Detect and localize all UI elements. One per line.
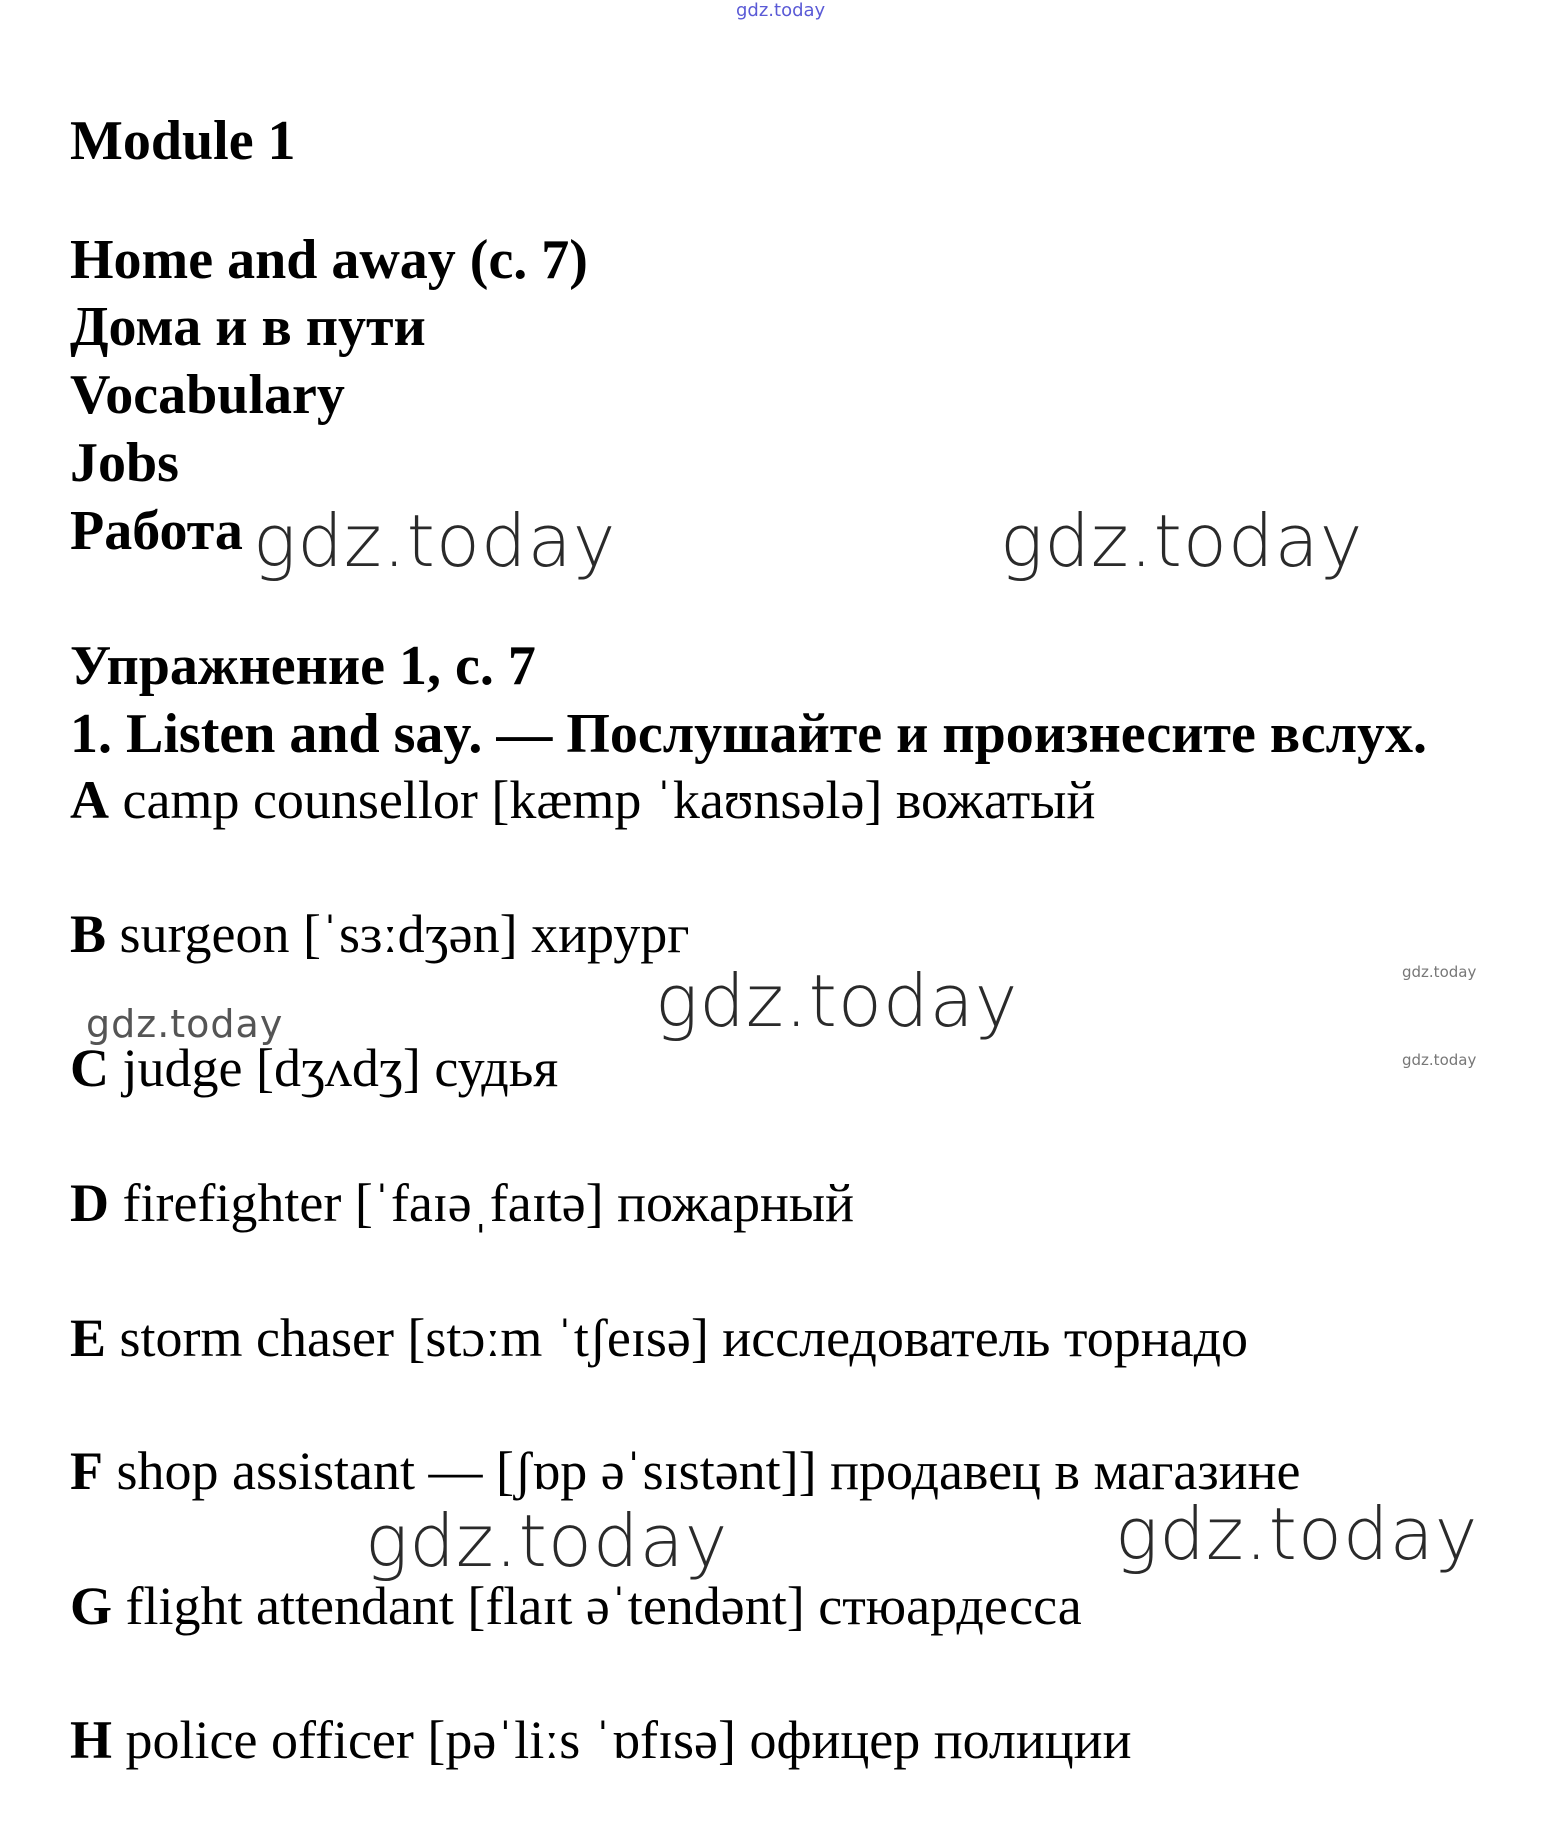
watermark-1: gdz.today <box>253 499 617 583</box>
entry-text: police officer [pəˈliːs ˈɒfɪsə] офицер полиции <box>112 1710 1132 1770</box>
page-title-ru: Дома и в пути <box>70 296 426 358</box>
entry-text: shop assistant — [ʃɒp əˈsɪstənt]] продавец в магазине <box>103 1441 1301 1501</box>
watermark-top: gdz.today <box>736 0 826 21</box>
entry-text: surgeon [ˈsɜːdʒən] хирург <box>106 904 690 964</box>
vocab-entry-d <box>70 1173 855 1233</box>
vocab-entry-c <box>70 1038 559 1098</box>
watermark-6: gdz.today <box>1402 1051 1477 1069</box>
topic-title: Jobs <box>70 432 179 494</box>
exercise-title: Упражнение 1, с. 7 <box>70 635 536 697</box>
watermark-8: gdz.today <box>1115 1492 1479 1576</box>
vocab-entry-f <box>70 1441 1301 1501</box>
vocab-entry-h <box>70 1710 1132 1770</box>
entry-letter: G <box>70 1576 113 1636</box>
entry-letter: C <box>70 1038 109 1098</box>
vocab-entry-a <box>70 770 1096 830</box>
vocab-entry-e <box>70 1308 1249 1368</box>
entry-letter: D <box>70 1173 109 1233</box>
entry-letter: H <box>70 1710 113 1770</box>
watermark-5: gdz.today <box>1402 963 1477 981</box>
watermark-3: gdz.today <box>655 959 1019 1043</box>
topic-title-ru: Работа <box>70 500 243 562</box>
entry-text: firefighter [ˈfaɪəˌfaɪtə] пожарный <box>109 1173 855 1233</box>
section-title: Vocabulary <box>70 364 345 426</box>
page-title: Home and away (с. 7) <box>70 229 588 291</box>
module-title: Module 1 <box>70 110 296 172</box>
entry-letter: E <box>70 1308 107 1368</box>
entry-text: storm chaser [stɔːm ˈtʃeɪsə] исследователь торнадо <box>106 1308 1249 1368</box>
entry-text: camp counsellor [kæmp ˈkaʊnsələ] вожатый <box>109 770 1096 830</box>
exercise-instruction: 1. Listen and say. — Послушайте и произнесите вслух. <box>70 703 1428 765</box>
entry-letter: F <box>70 1441 103 1501</box>
entry-text: flight attendant [flaɪt əˈtendənt] стюардесса <box>112 1576 1082 1636</box>
entry-letter: B <box>70 904 107 964</box>
vocab-entry-g <box>70 1576 1082 1636</box>
watermark-2: gdz.today <box>1000 499 1364 583</box>
entry-letter: A <box>70 770 109 830</box>
entry-text: judge [dʒʌdʒ] судья <box>109 1038 559 1098</box>
watermark-7: gdz.today <box>365 1499 729 1583</box>
watermark-4: gdz.today <box>86 1002 284 1046</box>
vocab-entry-b <box>70 904 690 964</box>
